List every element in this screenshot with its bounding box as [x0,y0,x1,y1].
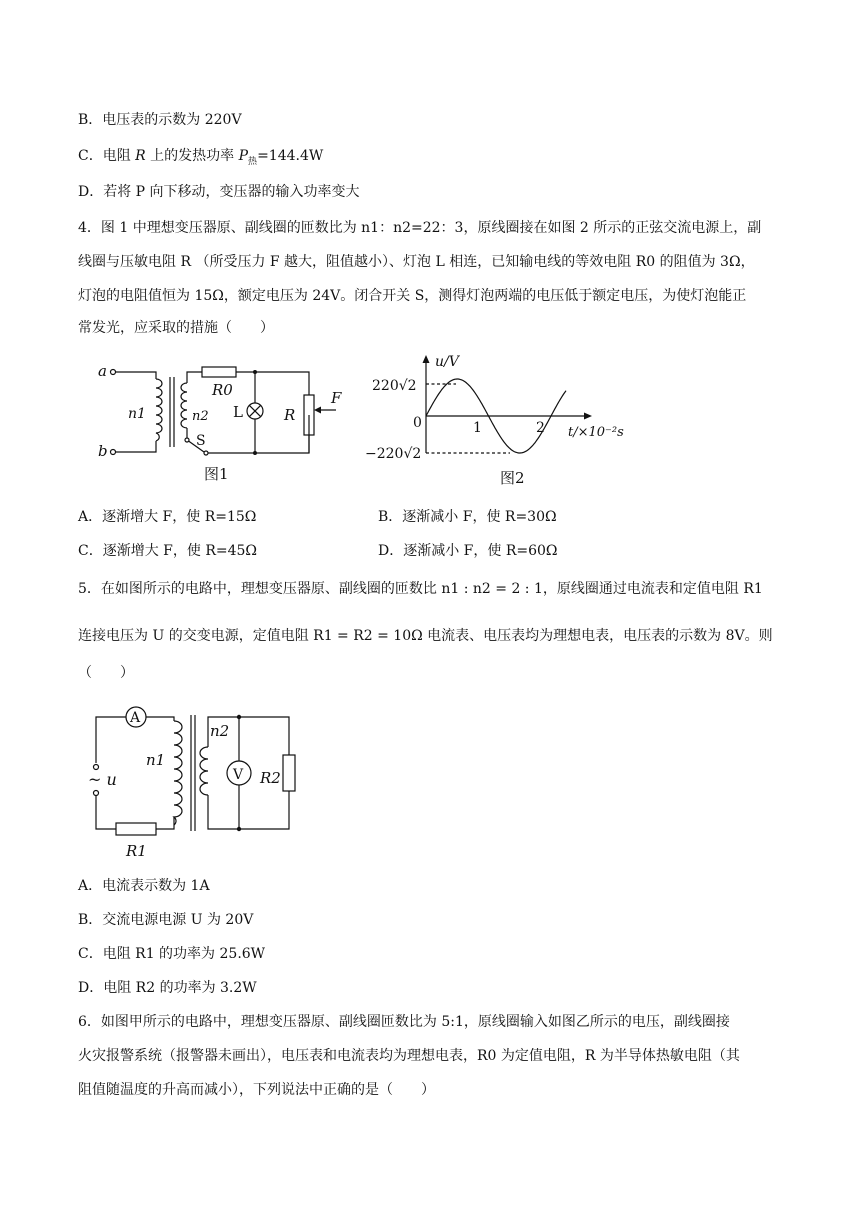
tick-1-label: 1 [473,420,482,436]
source-u-label: ~ u [88,770,117,789]
q5-stem-line3: （ ） [78,665,134,681]
q4-figure-1-circuit [88,355,358,490]
q5-circuit-figure [88,703,308,863]
n1-label: n1 [146,751,166,769]
lamp-label: L [233,403,243,421]
y-max-label: 220√2 [372,378,417,394]
q5-stem-line2: 连接电压为 U 的交变电源，定值电阻 R1 = R2 = 10Ω 电流表、电压表均为理想电表，电压表的示数为 8V。则 [78,628,773,644]
switch-label: S [196,433,206,449]
tick-2-label: 2 [536,420,545,436]
voltmeter-icon-label: V [233,767,244,783]
q4-figure-2-waveform [360,350,630,490]
figure-1-caption: 图1 [204,465,229,483]
r2-label: R2 [260,769,281,787]
q6-stem-line3: 阻值随温度的升高而减小），下列说法中正确的是（ ） [78,1082,435,1098]
n2-label: n2 [192,409,209,424]
y-min-label: −220√2 [365,446,422,462]
q4-stem-line1: 4．图 1 中理想变压器原、副线圈的匝数比为 n1：n2=22：3，原线圈接在如图 2 所示的正弦交流电源上，副 [78,220,762,236]
q4-option-d: D．逐渐减小 F，使 R=60Ω [378,543,558,559]
r-label: R [284,406,296,424]
y-axis-label: u/V [435,354,459,370]
q4-option-c: C．逐渐增大 F，使 R=45Ω [78,543,258,559]
force-label: F [331,389,342,407]
q5-option-b: B．交流电源电源 U 为 20V [78,912,254,928]
q5-option-c: C．电阻 R1 的功率为 25.6W [78,946,266,962]
figure-2-caption: 图2 [500,469,525,487]
n2-label: n2 [210,722,230,740]
ammeter-icon-label: A [130,710,141,726]
q3-option-b: B．电压表的示数为 220V [78,112,242,128]
r1-label: R1 [126,842,147,860]
terminal-b-label: b [98,442,108,460]
q6-stem-line1: 6．如图甲所示的电路中，理想变压器原、副线圈匝数比为 5:1，原线圈输入如图乙所示的电压，副线圈接 [78,1014,730,1030]
n1-label: n1 [128,406,146,422]
r0-label: R0 [212,381,233,399]
x-axis-label: t/×10⁻²s [568,425,624,440]
q4-stem-line4: 常发光，应采取的措施（ ） [78,320,274,336]
q3-option-d: D．若将 P 向下移动，变压器的输入功率变大 [78,184,360,200]
q4-option-a: A．逐渐增大 F，使 R=15Ω [78,509,257,525]
q5-stem-line1: 5．在如图所示的电路中，理想变压器原、副线圈的匝数比 n1 : n2 = 2 : 1，原线圈通过电流表和定值电阻 R1 [78,581,763,597]
q3-option-c: C．电阻 R 上的发热功率 $P_热=144.4W$ [78,148,324,167]
q4-stem-line3: 灯泡的电阻值恒为 15Ω，额定电压为 24V。闭合开关 S，测得灯泡两端的电压低于额定电压，为使灯泡能正 [78,288,747,304]
q5-option-a: A．电流表示数为 1A [78,878,210,894]
q4-option-b: B．逐渐减小 F，使 R=30Ω [378,509,557,525]
q4-stem-line2: 线圈与压敏电阻 R （所受压力 F 越大，阻值越小）、灯泡 L 相连，已知输电线的等效电阻 R0 的阻值为 3Ω， [78,254,755,270]
origin-label: 0 [413,415,422,431]
terminal-a-label: a [98,362,107,380]
q5-option-d: D．电阻 R2 的功率为 3.2W [78,980,257,996]
q6-stem-line2: 火灾报警系统（报警器未画出），电压表和电流表均为理想电表，R0 为定值电阻，R 为半导体热敏电阻（其 [78,1048,740,1064]
